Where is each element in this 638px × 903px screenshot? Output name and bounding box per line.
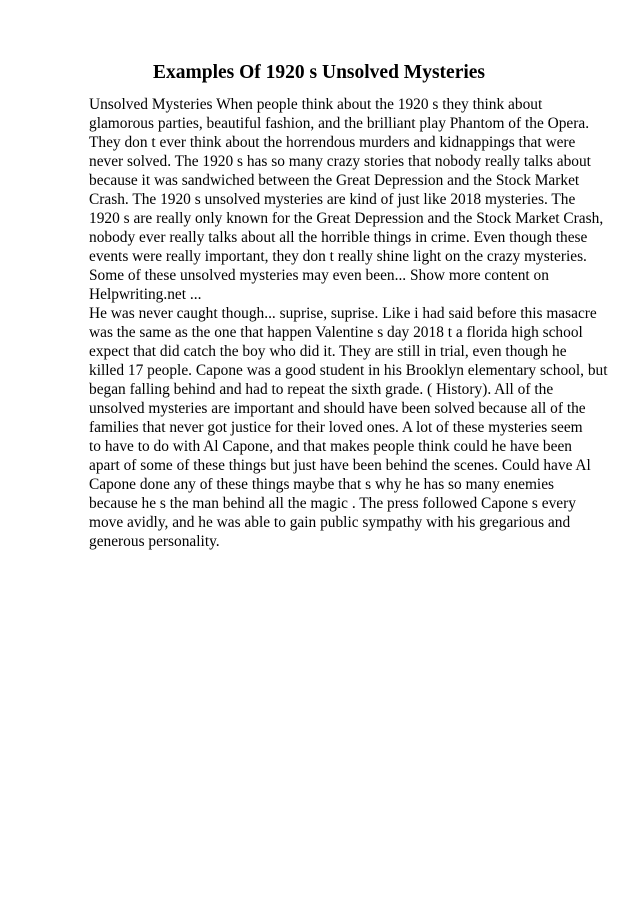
body-line: never solved. The 1920 s has so many crazy stories that nobody really talks about <box>89 153 591 170</box>
body-line: nobody ever really talks about all the horrible things in crime. Even though these <box>89 229 588 246</box>
body-line: move avidly, and he was able to gain public sympathy with his gregarious and <box>89 514 571 531</box>
body-line: expect that did catch the boy who did it. They are still in trial, even though he <box>89 343 567 360</box>
body-line: events were really important, they don t really shine light on the crazy mysteries. <box>89 248 587 265</box>
body-line: generous personality. <box>89 533 220 550</box>
body-line: apart of some of these things but just have been behind the scenes. Could have Al <box>89 457 591 474</box>
body-line: was the same as the one that happen Valentine s day 2018 t a florida high school <box>89 324 583 341</box>
body-line: Helpwriting.net ... <box>89 286 202 303</box>
body-line: killed 17 people. Capone was a good student in his Brooklyn elementary school, but <box>89 362 608 379</box>
body-line: glamorous parties, beautiful fashion, and the brilliant play Phantom of the Opera. <box>89 115 590 132</box>
body-line: unsolved mysteries are important and should have been solved because all of the <box>89 400 586 417</box>
body-line: to have to do with Al Capone, and that makes people think could he have been <box>89 438 572 455</box>
body-line: 1920 s are really only known for the Great Depression and the Stock Market Crash, <box>89 210 604 227</box>
body-line: began falling behind and had to repeat the sixth grade. ( History). All of the <box>89 381 554 398</box>
body-line: because it was sandwiched between the Great Depression and the Stock Market <box>89 172 580 189</box>
body-line: They don t ever think about the horrendous murders and kidnappings that were <box>89 134 576 151</box>
body-line: families that never got justice for their loved ones. A lot of these mysteries seem <box>89 419 583 436</box>
body-line: Some of these unsolved mysteries may even been... Show more content on <box>89 267 549 284</box>
body-line: Crash. The 1920 s unsolved mysteries are kind of just like 2018 mysteries. The <box>89 191 576 208</box>
document-title: Examples Of 1920 s Unsolved Mysteries <box>152 62 486 83</box>
body-line: He was never caught though... suprise, suprise. Like i had said before this masacre <box>89 305 597 322</box>
body-line: Capone done any of these things maybe that s why he has so many enemies <box>89 476 555 493</box>
body-line: because he s the man behind all the magic . The press followed Capone s every <box>89 495 576 512</box>
body-line: Unsolved Mysteries When people think about the 1920 s they think about <box>89 96 543 113</box>
